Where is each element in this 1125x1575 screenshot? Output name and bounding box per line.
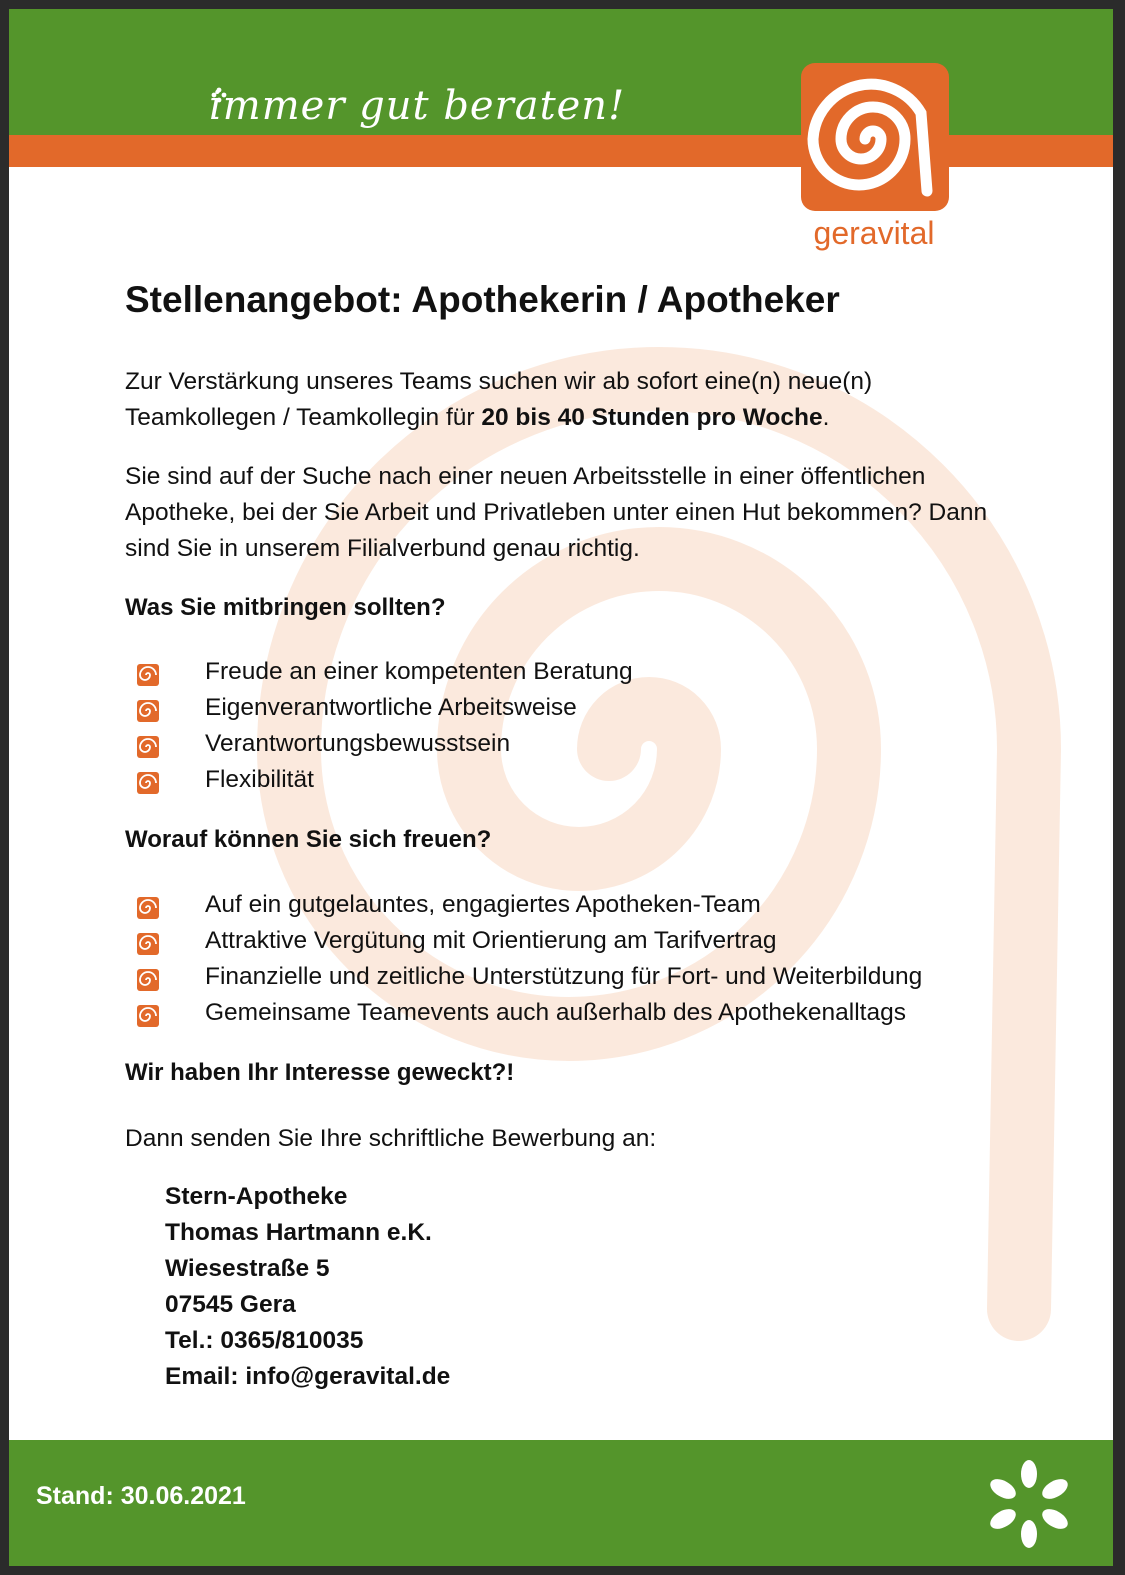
spiral-bullet-icon: [137, 769, 159, 791]
spiral-bullet-icon: [137, 1002, 159, 1024]
list-item: [125, 887, 922, 923]
address-street: Wiesestraße 5: [165, 1255, 330, 1282]
application-text: Dann senden Sie Ihre schriftliche Bewerbung an:: [125, 1125, 657, 1152]
list-item-text: Flexibilität: [205, 766, 314, 793]
intro-line2-prefix: Teamkollegen / Teamkollegin für: [125, 404, 482, 431]
list-item: [125, 959, 922, 995]
list-item-text: Verantwortungsbewusstsein: [205, 730, 511, 757]
list-item: [125, 690, 633, 726]
section-heading-interest: Wir haben Ihr Interesse geweckt?!: [125, 1059, 515, 1086]
list-item-text: Gemeinsame Teamevents auch außerhalb des Apothekenalltags: [205, 999, 906, 1026]
page: [9, 9, 1113, 1566]
intro-line2-suffix: .: [822, 404, 830, 431]
address-email[interactable]: Email: info@geravital.de: [165, 1363, 451, 1390]
benefits-list: [125, 887, 922, 1031]
list-item-text: Finanzielle und zeitliche Unterstützung für Fort- und Weiterbildung: [205, 963, 923, 990]
contact-address: [165, 1179, 450, 1395]
page-title: Stellenangebot: Apothekerin / Apotheker: [125, 279, 840, 320]
list-item-text: Auf ein gutgelauntes, engagiertes Apotheken-Team: [205, 891, 761, 918]
footer-band: [9, 1440, 1113, 1566]
list-item-text: Freude an einer kompetenten Beratung: [205, 658, 633, 685]
spiral-bullet-icon: [137, 661, 159, 683]
address-phone: Tel.: 0365/810035: [165, 1327, 364, 1354]
list-item: [125, 762, 633, 798]
address-name: Stern-Apotheke: [165, 1183, 348, 1210]
spiral-bullet-icon: [137, 733, 159, 755]
address-owner: Thomas Hartmann e.K.: [165, 1219, 432, 1246]
spiral-bullet-icon: [137, 894, 159, 916]
list-item-text: Eigenverantwortliche Arbeitsweise: [205, 694, 577, 721]
list-item-text: Attraktive Vergütung mit Orientierung am Tarifvertrag: [205, 927, 777, 954]
address-city: 07545 Gera: [165, 1291, 296, 1318]
intro-paragraph: [125, 364, 1055, 436]
intro-line1: Zur Verstärkung unseres Teams suchen wir ab sofort eine(n) neue(n): [125, 368, 873, 395]
requirements-list: [125, 654, 633, 798]
section-heading-benefits: Worauf können Sie sich freuen?: [125, 826, 492, 853]
spiral-bullet-icon: [137, 697, 159, 719]
description-paragraph: Sie sind auf der Suche nach einer neuen Arbeitsstelle in einer öffentlichen Apotheke, bei der Sie Arbeit und Privatleben unter einen Hut bekommen? Dann sind Sie in unserem Filialverbund genau richtig.: [125, 463, 988, 562]
spiral-bullet-icon: [137, 930, 159, 952]
flower-icon: [979, 1454, 1079, 1554]
list-item: [125, 726, 633, 762]
list-item: [125, 995, 922, 1031]
intro-hours: 20 bis 40 Stunden pro Woche: [481, 404, 823, 431]
header-slogan: immer gut beraten!: [209, 83, 626, 129]
geravital-logo: [801, 63, 949, 211]
brand-name: geravital: [813, 215, 935, 251]
list-item: [125, 923, 922, 959]
spiral-bullet-icon: [137, 966, 159, 988]
spiral-logo-icon: [801, 63, 949, 211]
section-heading-requirements: Was Sie mitbringen sollten?: [125, 594, 446, 621]
footer-date: Stand: 30.06.2021: [36, 1482, 246, 1510]
list-item: [125, 654, 633, 690]
